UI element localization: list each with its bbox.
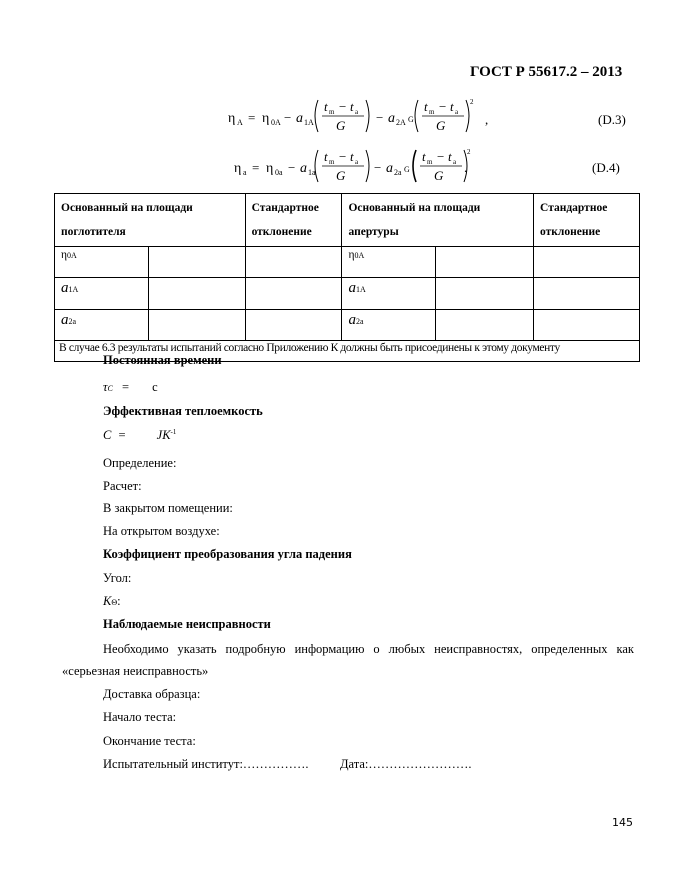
table-row (55, 278, 640, 310)
svg-text:t: t (448, 149, 452, 164)
svg-text:a: a (243, 168, 247, 177)
svg-text:−: − (288, 160, 296, 175)
svg-text:G: G (336, 168, 346, 183)
heat-capacity-heading: Эффективная теплоемкость (103, 404, 263, 418)
empty-cell (436, 310, 534, 341)
indoors-label: В закрытом помещении: (103, 501, 233, 515)
formula-d4-label: (D.4) (592, 160, 620, 175)
svg-text:η: η (266, 161, 274, 176)
table-row (55, 247, 640, 278)
header-aperture-area: Основанный на площади апертуры (342, 194, 534, 247)
svg-text:G: G (336, 118, 346, 133)
svg-text:A: A (237, 118, 243, 127)
svg-text:t: t (324, 99, 328, 114)
results-table-grid (54, 193, 640, 362)
institute-label: Испытательный институт:……………. (103, 757, 309, 771)
svg-text:=: = (248, 110, 256, 125)
table-row (55, 310, 640, 341)
empty-cell (534, 247, 640, 278)
formula-d4-period: . (464, 160, 468, 175)
svg-text:−: − (376, 110, 384, 125)
svg-text:−: − (439, 99, 447, 114)
page-number: 145 (612, 816, 633, 829)
svg-text:−: − (437, 149, 445, 164)
svg-text:2: 2 (467, 148, 471, 156)
svg-text:a: a (300, 161, 307, 176)
svg-text:G: G (436, 118, 446, 133)
svg-text:−: − (284, 110, 292, 125)
empty-cell (534, 278, 640, 310)
table-header-row (55, 194, 640, 247)
tau-c-line: τC = с (103, 380, 158, 394)
faults-heading: Наблюдаемые неисправности (103, 617, 271, 631)
date-label: Дата:……………………. (340, 757, 472, 771)
svg-text:m: m (329, 158, 335, 166)
svg-text:η: η (234, 161, 242, 176)
svg-text:−: − (339, 99, 347, 114)
angle-label: Угол: (103, 571, 132, 585)
k-theta-label: KΘ: (103, 594, 121, 608)
svg-text:t: t (350, 99, 354, 114)
a2-aperture: a2a (342, 310, 436, 341)
empty-cell (436, 278, 534, 310)
test-end-label: Окончание теста: (103, 734, 196, 748)
svg-text:η: η (262, 111, 270, 126)
test-start-label: Начало теста: (103, 710, 177, 724)
empty-cell (436, 247, 534, 278)
svg-text:m: m (329, 108, 335, 116)
svg-text:=: = (252, 160, 260, 175)
svg-text:a: a (386, 161, 393, 176)
empty-cell (245, 247, 342, 278)
svg-text:t: t (324, 149, 328, 164)
svg-text:−: − (374, 160, 382, 175)
header-std-dev-2: Стандартное отклонение (534, 194, 640, 247)
header-absorber-area: Основанный на площади поглотителя (55, 194, 246, 247)
empty-cell (534, 310, 640, 341)
time-constant-heading: Постоянная времени (103, 353, 222, 367)
svg-text:m: m (429, 108, 435, 116)
svg-text:t: t (350, 149, 354, 164)
calculation-label: Расчет: (103, 479, 142, 493)
empty-cell (148, 310, 245, 341)
svg-text:t: t (450, 99, 454, 114)
a1-absorber: a1A (55, 278, 149, 310)
svg-text:0a: 0a (275, 168, 283, 177)
formula-d4 (232, 146, 472, 188)
svg-text:t: t (424, 99, 428, 114)
svg-text:G: G (404, 165, 410, 174)
delivery-label: Доставка образца: (103, 687, 201, 701)
header-std-dev-1: Стандартное отклонение (245, 194, 342, 247)
svg-text:2a: 2a (394, 168, 402, 177)
formula-d3 (226, 96, 476, 138)
capacity-line: $C = JK^{-1}$ (103, 428, 177, 443)
svg-text:a: a (388, 111, 395, 126)
table-note: В случае 6.3 результаты испытаний согласно Приложению К должны быть присоединены к этому документу (55, 341, 640, 362)
svg-text:−: − (339, 149, 347, 164)
svg-text:a: a (355, 108, 359, 116)
svg-text:a: a (355, 158, 359, 166)
empty-cell (148, 278, 245, 310)
iam-heading: Коэффициент преобразования угла падения (103, 547, 352, 561)
eta-0a-absorber: η0A (55, 247, 149, 278)
formula-d3-comma: , (485, 112, 489, 127)
formula-d3-label: (D.3) (598, 112, 626, 127)
svg-text:1a: 1a (308, 168, 316, 177)
empty-cell (245, 278, 342, 310)
svg-text:η: η (228, 111, 236, 126)
svg-text:1A: 1A (304, 118, 314, 127)
faults-paragraph: Необходимо указать подробную информацию о любых неисправностях, определенных как «серьезная неисправность» (62, 642, 634, 678)
eta-0a-aperture: η0A (342, 247, 436, 278)
svg-text:a: a (296, 111, 303, 126)
svg-text:t: t (422, 149, 426, 164)
document-header: ГОСТ Р 55617.2 – 2013 (470, 64, 623, 80)
a1-aperture: a1A (342, 278, 436, 310)
svg-text:G: G (434, 168, 444, 183)
empty-cell (245, 310, 342, 341)
empty-cell (148, 247, 245, 278)
outdoors-label: На открытом воздухе: (103, 524, 220, 538)
a2-absorber: a2a (55, 310, 149, 341)
svg-text:2: 2 (470, 98, 474, 106)
svg-text:m: m (427, 158, 433, 166)
svg-text:a: a (453, 158, 457, 166)
svg-text:G: G (408, 115, 414, 124)
definition-label: Определение: (103, 456, 177, 470)
svg-text:2A: 2A (396, 118, 406, 127)
svg-text:0A: 0A (271, 118, 281, 127)
svg-text:a: a (455, 108, 459, 116)
